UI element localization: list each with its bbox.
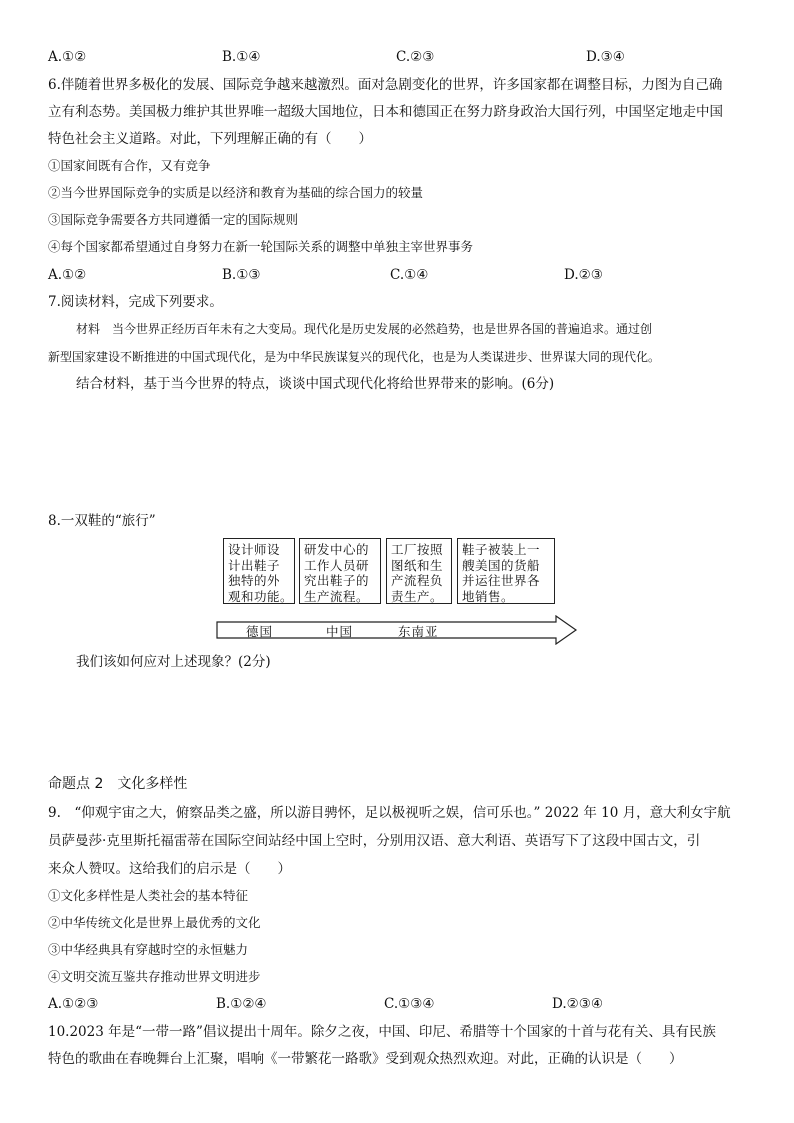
section-heading: 命题点 2 文化多样性 xyxy=(48,776,188,792)
q7-question: 结合材料，基于当今世界的特点，谈谈中国式现代化将给世界带来的影响。(6分) xyxy=(76,376,555,392)
flow-box-rnd: 研发中心的 工作人员研 究出鞋子的 生产流程。 xyxy=(299,538,381,604)
q9-option-d: D.②③④ xyxy=(552,996,603,1012)
q6-option-c: C.①④ xyxy=(390,267,429,283)
flow-box-designer: 设计师设 计出鞋子 独特的外 观和功能。 xyxy=(223,538,295,604)
q6-options xyxy=(48,266,748,284)
arrow-label-china: 中国 xyxy=(326,624,354,639)
q6-statement-4: ④每个国家都希望通过自身努力在新一轮国际关系的调整中单独主宰世界事务 xyxy=(48,239,474,254)
q6-stem-line-1: 6.伴随着世界多极化的发展、国际竞争越来越激烈。面对急剧变化的世界，许多国家都在调整目标，力图为自己确 xyxy=(48,77,723,93)
q9-statement-3: ③中华经典具有穿越时空的永恒魅力 xyxy=(48,942,249,957)
q5-option-a: A.①② xyxy=(48,49,87,65)
q9-option-b: B.①②④ xyxy=(216,996,267,1012)
q7-stem: 7.阅读材料，完成下列要求。 xyxy=(48,294,223,310)
q6-stem-line-3: 特色社会主义道路。对此，下列理解正确的有（ ） xyxy=(48,131,372,147)
q9-option-c: C.①③④ xyxy=(384,996,435,1012)
q6-option-a: A.①② xyxy=(48,267,87,283)
q9-stem-line-3: 来众人赞叹。这给我们的启示是（ ） xyxy=(48,861,291,877)
flow-box-factory: 工厂按照 图纸和生 产流程负 责生产。 xyxy=(386,538,452,604)
q5-option-d: D.③④ xyxy=(586,49,625,65)
q9-statement-2: ②中华传统文化是世界上最优秀的文化 xyxy=(48,915,261,930)
q7-material-line-2: 新型国家建设不断推进的中国式现代化，是为中华民族谋复兴的现代化，也是为人类谋进步、世界谋大同的现代化。 xyxy=(48,350,661,364)
q9-stem-line-2: 员萨曼莎·克里斯托福雷蒂在国际空间站经中国上空时，分别用汉语、意大利语、英语写下了这段中国古文，引 xyxy=(48,833,701,849)
q10-stem-line-1: 10.2023 年是“一带一路”倡议提出十周年。除夕之夜，中国、印尼、希腊等十个国家的十首与花有关、具有民族 xyxy=(48,1024,716,1040)
arrow-label-southeast-asia: 东南亚 xyxy=(398,624,439,639)
q6-stem-line-2: 立有利态势。美国极力维护其世界唯一超级大国地位，日本和德国正在努力跻身政治大国行列，中国坚定地走中国 xyxy=(48,104,723,120)
q10-stem-line-2: 特色的歌曲在春晚舞台上汇聚，唱响《一带繁花一路歌》受到观众热烈欢迎。对此，正确的认识是（ ） xyxy=(48,1051,683,1067)
q9-statement-4: ④文明交流互鉴共存推动世界文明进步 xyxy=(48,969,261,984)
q9-options xyxy=(48,995,748,1013)
q5-options xyxy=(48,48,748,66)
q6-option-d: D.②③ xyxy=(564,267,603,283)
q9-option-a: A.①②③ xyxy=(48,996,99,1012)
q6-option-b: B.①③ xyxy=(222,267,261,283)
q9-stem-line-1: 9. “仰观宇宙之大，俯察品类之盛，所以游目骋怀，足以极视听之娱，信可乐也。” 2022 年 10 月，意大利女宇航 xyxy=(48,805,731,821)
q6-statement-3: ③国际竞争需要各方共同遵循一定的国际规则 xyxy=(48,212,299,227)
q7-material-line-1: 材料 当今世界正经历百年未有之大变局。现代化是历史发展的必然趋势，也是世界各国的普遍追求。通过创 xyxy=(76,322,653,336)
arrow-label-germany: 德国 xyxy=(246,624,274,639)
flow-box-shipping: 鞋子被装上一 艘美国的货船 并运往世界各 地销售。 xyxy=(457,538,555,604)
q8-question: 我们该如何应对上述现象？(2分) xyxy=(76,654,271,670)
q8-stem: 8.一双鞋的“旅行” xyxy=(48,513,156,529)
q6-statement-1: ①国家间既有合作，又有竞争 xyxy=(48,158,211,173)
q6-statement-2: ②当今世界国际竞争的实质是以经济和教育为基础的综合国力的较量 xyxy=(48,185,424,200)
q5-option-b: B.①④ xyxy=(222,49,261,65)
q9-statement-1: ①文化多样性是人类社会的基本特征 xyxy=(48,888,249,903)
q5-option-c: C.②③ xyxy=(396,49,435,65)
